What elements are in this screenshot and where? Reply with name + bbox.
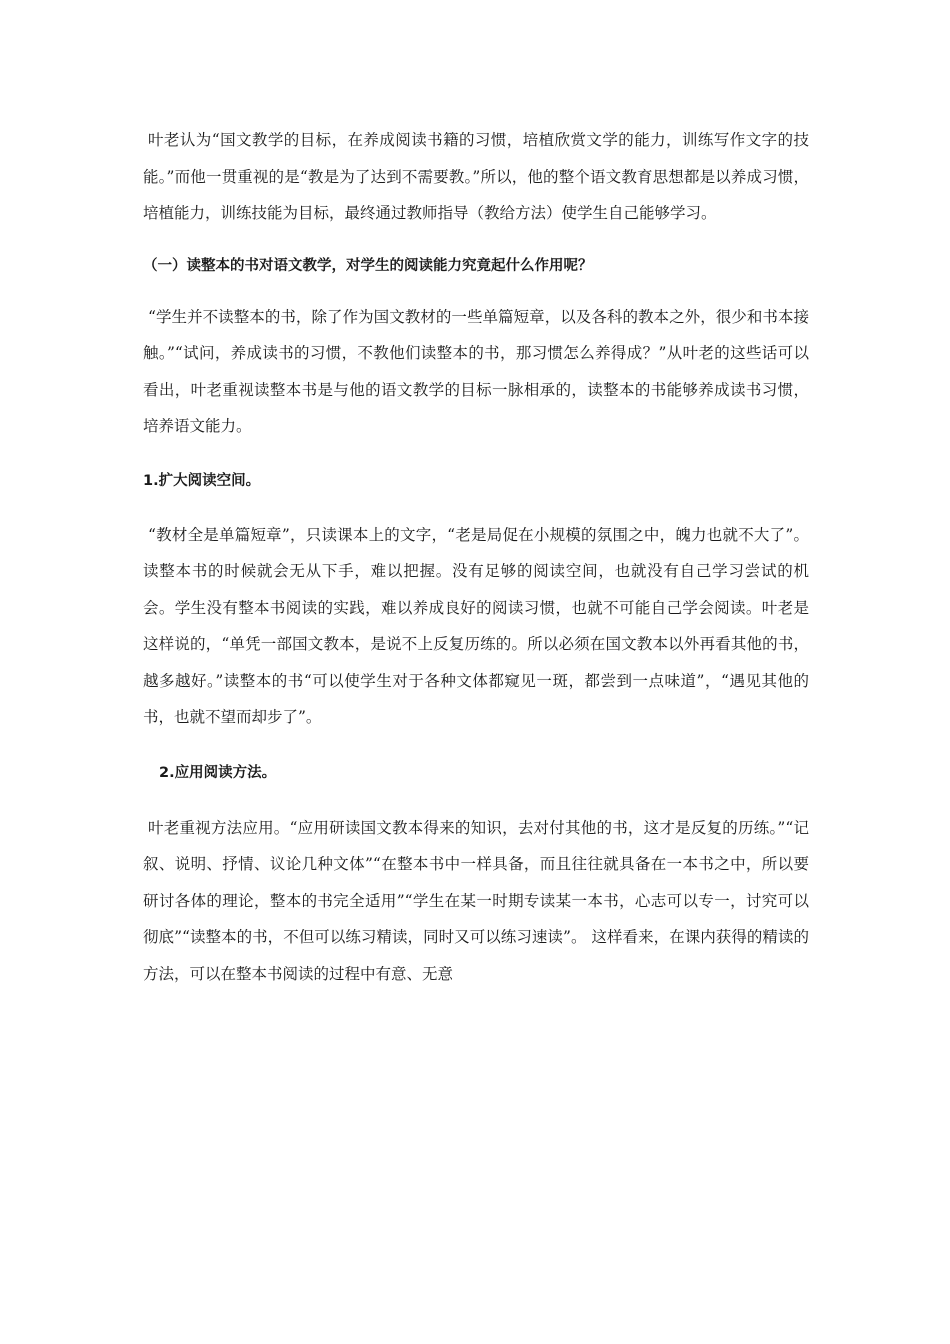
- paragraph-reading-method: 叶老重视方法应用。“应用研读国文教本得来的知识，去对付其他的书，这才是反复的历练。”“记叙、说明、抒情、议论几种文体”“在整本书中一样具备，而且往往就具备在一本书之中，所以要研讨各体的理论，整本的书完全适用”“学生在某一时期专读某一本书，心志可以专一，讨究可以彻底”“读整本的书，不但可以练习精读，同时又可以练习速读”。 这样看来，在课内获得的精读的方法，可以在整本书阅读的过程中有意、无意: [143, 818, 809, 983]
- subsection-heading-1: 1.扩大阅读空间。: [143, 472, 261, 489]
- paragraph-whole-book: “学生并不读整本的书，除了作为国文教材的一些单篇短章，以及各科的教本之外，很少和书本接触。”“试问，养成读书的习惯，不教他们读整本的书，那习惯怎么养得成？”从叶老的这些话可以看出，叶老重视读整本书是与他的语文教学的目标一脉相承的，读整本的书能够养成读书习惯，培养语文能力。: [143, 307, 809, 435]
- section-heading-1: （一）读整本的书对语文教学，对学生的阅读能力究竟起什么作用呢？: [143, 257, 593, 274]
- subsection-heading-2: 2.应用阅读方法。: [159, 764, 277, 781]
- paragraph-intro: 叶老认为“国文教学的目标，在养成阅读书籍的习惯，培植欣赏文学的能力，训练写作文字的技能。”而他一贯重视的是“教是为了达到不需要教。”所以，他的整个语文教育思想都是以养成习惯，培植能力，训练技能为目标，最终通过教师指导（教给方法）使学生自己能够学习。: [143, 131, 809, 222]
- paragraph-reading-space: “教材全是单篇短章”，只读课本上的文字，“老是局促在小规模的氛围之中，魄力也就不大了”。读整本书的时候就会无从下手，难以把握。没有足够的阅读空间，也就没有自己学习尝试的机会。学生没有整本书阅读的实践，难以养成良好的阅读习惯，也就不可能自己学会阅读。叶老是这样说的，“单凭一部国文教本，是说不上反复历练的。所以必须在国文教本以外再看其他的书，越多越好。”读整本的书“可以使学生对于各种文体都窥见一斑，都尝到一点味道”，“遇见其他的书，也就不望而却步了”。: [143, 525, 809, 726]
- document-body: [143, 122, 809, 992]
